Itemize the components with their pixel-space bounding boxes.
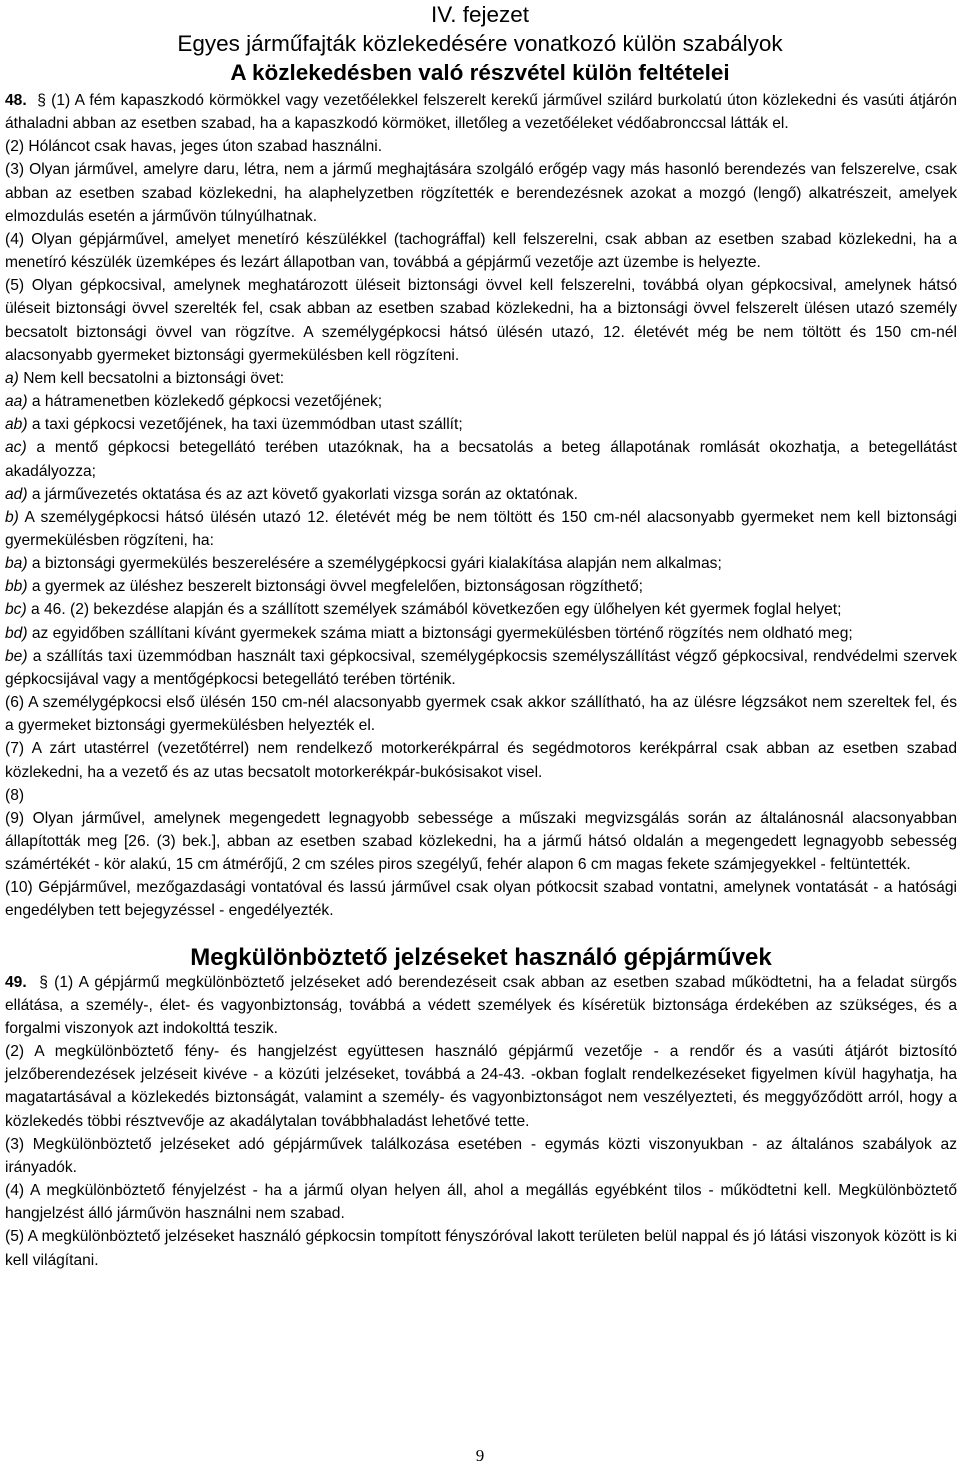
point-label: aa) (5, 393, 28, 411)
section-title-49: Megkülönböztető jelzéseket használó gépjárművek (190, 943, 772, 971)
paragraph-49-5: (5) A megkülönböztető jelzéseket használó gépkocsin tompított fényszóróval lakott területen belül nappal és jó látási viszonyok között is ki kell világítani. (5, 1228, 957, 1269)
section-number-48: 48. (5, 92, 27, 109)
point-text: a taxi gépkocsi vezetőjének, ha taxi üzemmódban utast szállít; (27, 416, 463, 434)
paragraph-48-4: (4) Olyan gépjárművel, amelyet menetíró készülékkel (tachográffal) kell felszerelni, csak abban az esetben szabad közlekedni, ha a menetíró készülék üzemképes és lezárt állapotban van, továbbá a gépjármű vezetője azt üzembe is helyezte. (5, 230, 957, 272)
point-label: ad) (5, 485, 28, 503)
paragraph-49-2: (2) A megkülönböztető fény- és hangjelzést együttesen használó gépjármű vezetője - a rendőr és a vasúti átjárót biztosító jelzőberendezések jelzéseit kivéve - a közúti jelzéseket, továbbá a 24-43. -okban foglalt rendelkezéseket figyelmen kívül hagyhatja, ha magatartásával a közlekedés biztonságát, valamint a személy- és vagyonbiztonságot nem veszélyezteti, és meggyőződött arról, hogy a közlekedés többi résztvevője az akadálytalan továbbhaladást lehetővé tette. (5, 1043, 957, 1130)
paragraph-text: (1) A gépjármű megkülönböztető jelzéseket adó berendezéseit csak abban az esetben szabad működtetni, ha a feladat sürgős ellátása, a személy-, élet- és vagyonbiztonság, továbbá a védett személyek és kíséretük biztonsága érdekében az szükséges, és a forgalmi viszonyok azt indokolttá teszik. (5, 973, 957, 1037)
point-bc (5, 598, 957, 621)
paragraph-49-3: (3) Megkülönböztető jelzéseket adó gépjárművek találkozása esetében - egymás közti viszonyukban - az általános szabályok az irányadók. (5, 1135, 957, 1176)
point-text: a járművezetés oktatása és az azt követő gyakorlati vizsga során az oktatónak. (27, 485, 578, 503)
paragraph-48-3: (3) Olyan járművel, amelyre daru, létra, nem a jármű meghajtására szolgáló erőgép vagy más hasonló berendezés van felszerelve, csak abban az esetben szabad közlekedni, ha alaphelyzetben rögzítették e berendezésnek azokat a mozgó (lengő) alkatrészeit, amelyek elmozdulás esetén a járművön túlnyúlhatnak. (5, 161, 957, 225)
point-label: be) (5, 647, 28, 665)
paragraph-48-6: (6) A személygépkocsi első ülésén 150 cm-nél alacsonyabb gyermek csak akkor szállítható, ha az ülésre légzsákot nem szereltek fel, és a gyermeket biztonsági gyermekülésben helyezték el. (5, 694, 957, 735)
section-sign: § (26, 92, 46, 109)
point-label: bb) (5, 578, 28, 596)
point-text: a biztonsági gyermekülés beszerelésére a személygépkocsi gyári kialakítása alapján nem alkalmas; (27, 555, 722, 573)
point-be (5, 645, 957, 691)
point-bb (5, 575, 957, 598)
point-a (5, 367, 957, 390)
chapter-subtitle: Egyes járműfajták közlekedésére vonatkozó külön szabályok (177, 31, 783, 56)
paragraph-text: (1) A fém kapaszkodó körmökkel vagy vezetőélekkel felszerelt kerekű járművel szilárd burkolatú úton közlekedni és vasúti átjárón áthaladni abban az esetben szabad, ha a kapaszkodó körmöket, illetőleg a vezetőéleket védőabronccsal látták el. (5, 92, 957, 133)
point-label: ac) (5, 439, 27, 457)
point-text: a 46. (2) bekezdése alapján és a szállított személyek számából következően egy ülőhelyen két gyermek foglal helyet; (26, 601, 842, 619)
point-bd (5, 622, 957, 645)
point-ad (5, 483, 957, 506)
point-label: bd) (5, 624, 28, 642)
chapter-title: A közlekedésben való részvétel külön feltételei (230, 60, 730, 85)
point-aa (5, 390, 957, 413)
point-label: ab) (5, 416, 28, 434)
point-text: a szállítás taxi üzemmódban használt taxi gépkocsival, személygépkocsis személyszállítást végző gépkocsival, rendvédelmi szervek gépkocsijával vagy a mentőgépkocsi betegellátó terében történik. (5, 647, 957, 688)
page-number: 9 (475, 1446, 485, 1465)
paragraph-48-10: (10) Gépjárművel, mezőgazdasági vontatóval és lassú járművel csak olyan pótkocsit szabad vontatni, amelynek vontatását - a hatósági engedélyben tett bejegyzéssel - engedélyezték. (5, 879, 957, 920)
point-text: a gyermek az üléshez beszerelt biztonsági övvel megfelelően, biztonságosan rögzíthető; (27, 578, 643, 596)
paragraph-48-2: (2) Hóláncot csak havas, jeges úton szabad használni. (5, 138, 383, 156)
paragraph-48-7: (7) A zárt utastérrel (vezetőtérrel) nem rendelkező motorkerékpárral és segédmotoros kerékpárral csak abban az esetben szabad közlekedni, ha a vezető és az utas becsatolt motorkerékpár-bukósisakot visel. (5, 740, 957, 781)
point-label: bc) (5, 601, 27, 619)
chapter-number: IV. fejezet (431, 2, 529, 27)
point-text: Nem kell becsatolni a biztonsági övet: (18, 369, 285, 387)
chapter-header (0, 0, 960, 87)
point-text: A személygépkocsi hátsó ülésén utazó 12. életévét még be nem töltött és 150 cm-nél alacsonyabb gyermeket nem kell biztonsági gyermekülésben rögzíteni, ha: (5, 508, 957, 549)
point-text: a mentő gépkocsi betegellátó terében utazóknak, ha a becsatolás a beteg állapotának romlását okozhatja, a betegellátást akadályozza; (5, 439, 957, 480)
point-label: a) (5, 369, 19, 387)
paragraph-49-1 (5, 971, 957, 1040)
section-sign: § (26, 973, 48, 991)
paragraph-48-5: (5) Olyan gépkocsival, amelynek meghatározott üléseit biztonsági övvel kell felszerelni, továbbá olyan gépkocsival, amelynek hátsó üléseit biztonsági övvel szerelték fel, csak abban az esetben szabad közlekedni, ha a biztonsági övvel felszerelt ülésen utazó személy becsatolt biztonsági övvel van rögzítve. A személygépkocsi hátsó ülésén utazó, 12. életévét még be nem töltött és 150 cm-nél alacsonyabb gyermeket biztonsági gyermekülésben kell rögzíteni. (5, 277, 957, 364)
paragraph-48-8: (8) (5, 786, 25, 804)
point-text: az egyidőben szállítani kívánt gyermekek száma miatt a biztonsági gyermekülésben történő rögzítés nem oldható meg; (27, 624, 853, 642)
point-ba (5, 552, 957, 575)
paragraph-49-4: (4) A megkülönböztető fényjelzést - ha a jármű olyan helyen áll, ahol a megállás egyébként tilos - működtetni kell. Megkülönböztető hangjelzést álló járművön használni nem szabad. (5, 1182, 957, 1223)
point-b (5, 506, 957, 552)
point-text: a hátramenetben közlekedő gépkocsi vezetőjének; (27, 393, 383, 411)
point-label: b) (5, 508, 19, 526)
paragraph-48-1 (5, 89, 957, 135)
point-label: ba) (5, 555, 28, 573)
point-ab (5, 413, 957, 436)
document-body (5, 89, 957, 1272)
section-number-49: 49. (5, 973, 27, 991)
paragraph-48-9: (9) Olyan járművel, amelynek megengedett legnagyobb sebessége a műszaki megvizsgálás során az általánosnál alacsonyabban állapították meg [26. (3) bek.], abban az esetben szabad közlekedni, ha a jármű hátsó oldalán a megengedett legnagyobb sebesség számértékét - kör alakú, 15 cm átmérőjű, 2 cm széles piros szegélyű, fehér alapon 6 cm magas fekete számjegyekkel - feltüntették. (5, 809, 957, 874)
point-ac (5, 436, 957, 482)
